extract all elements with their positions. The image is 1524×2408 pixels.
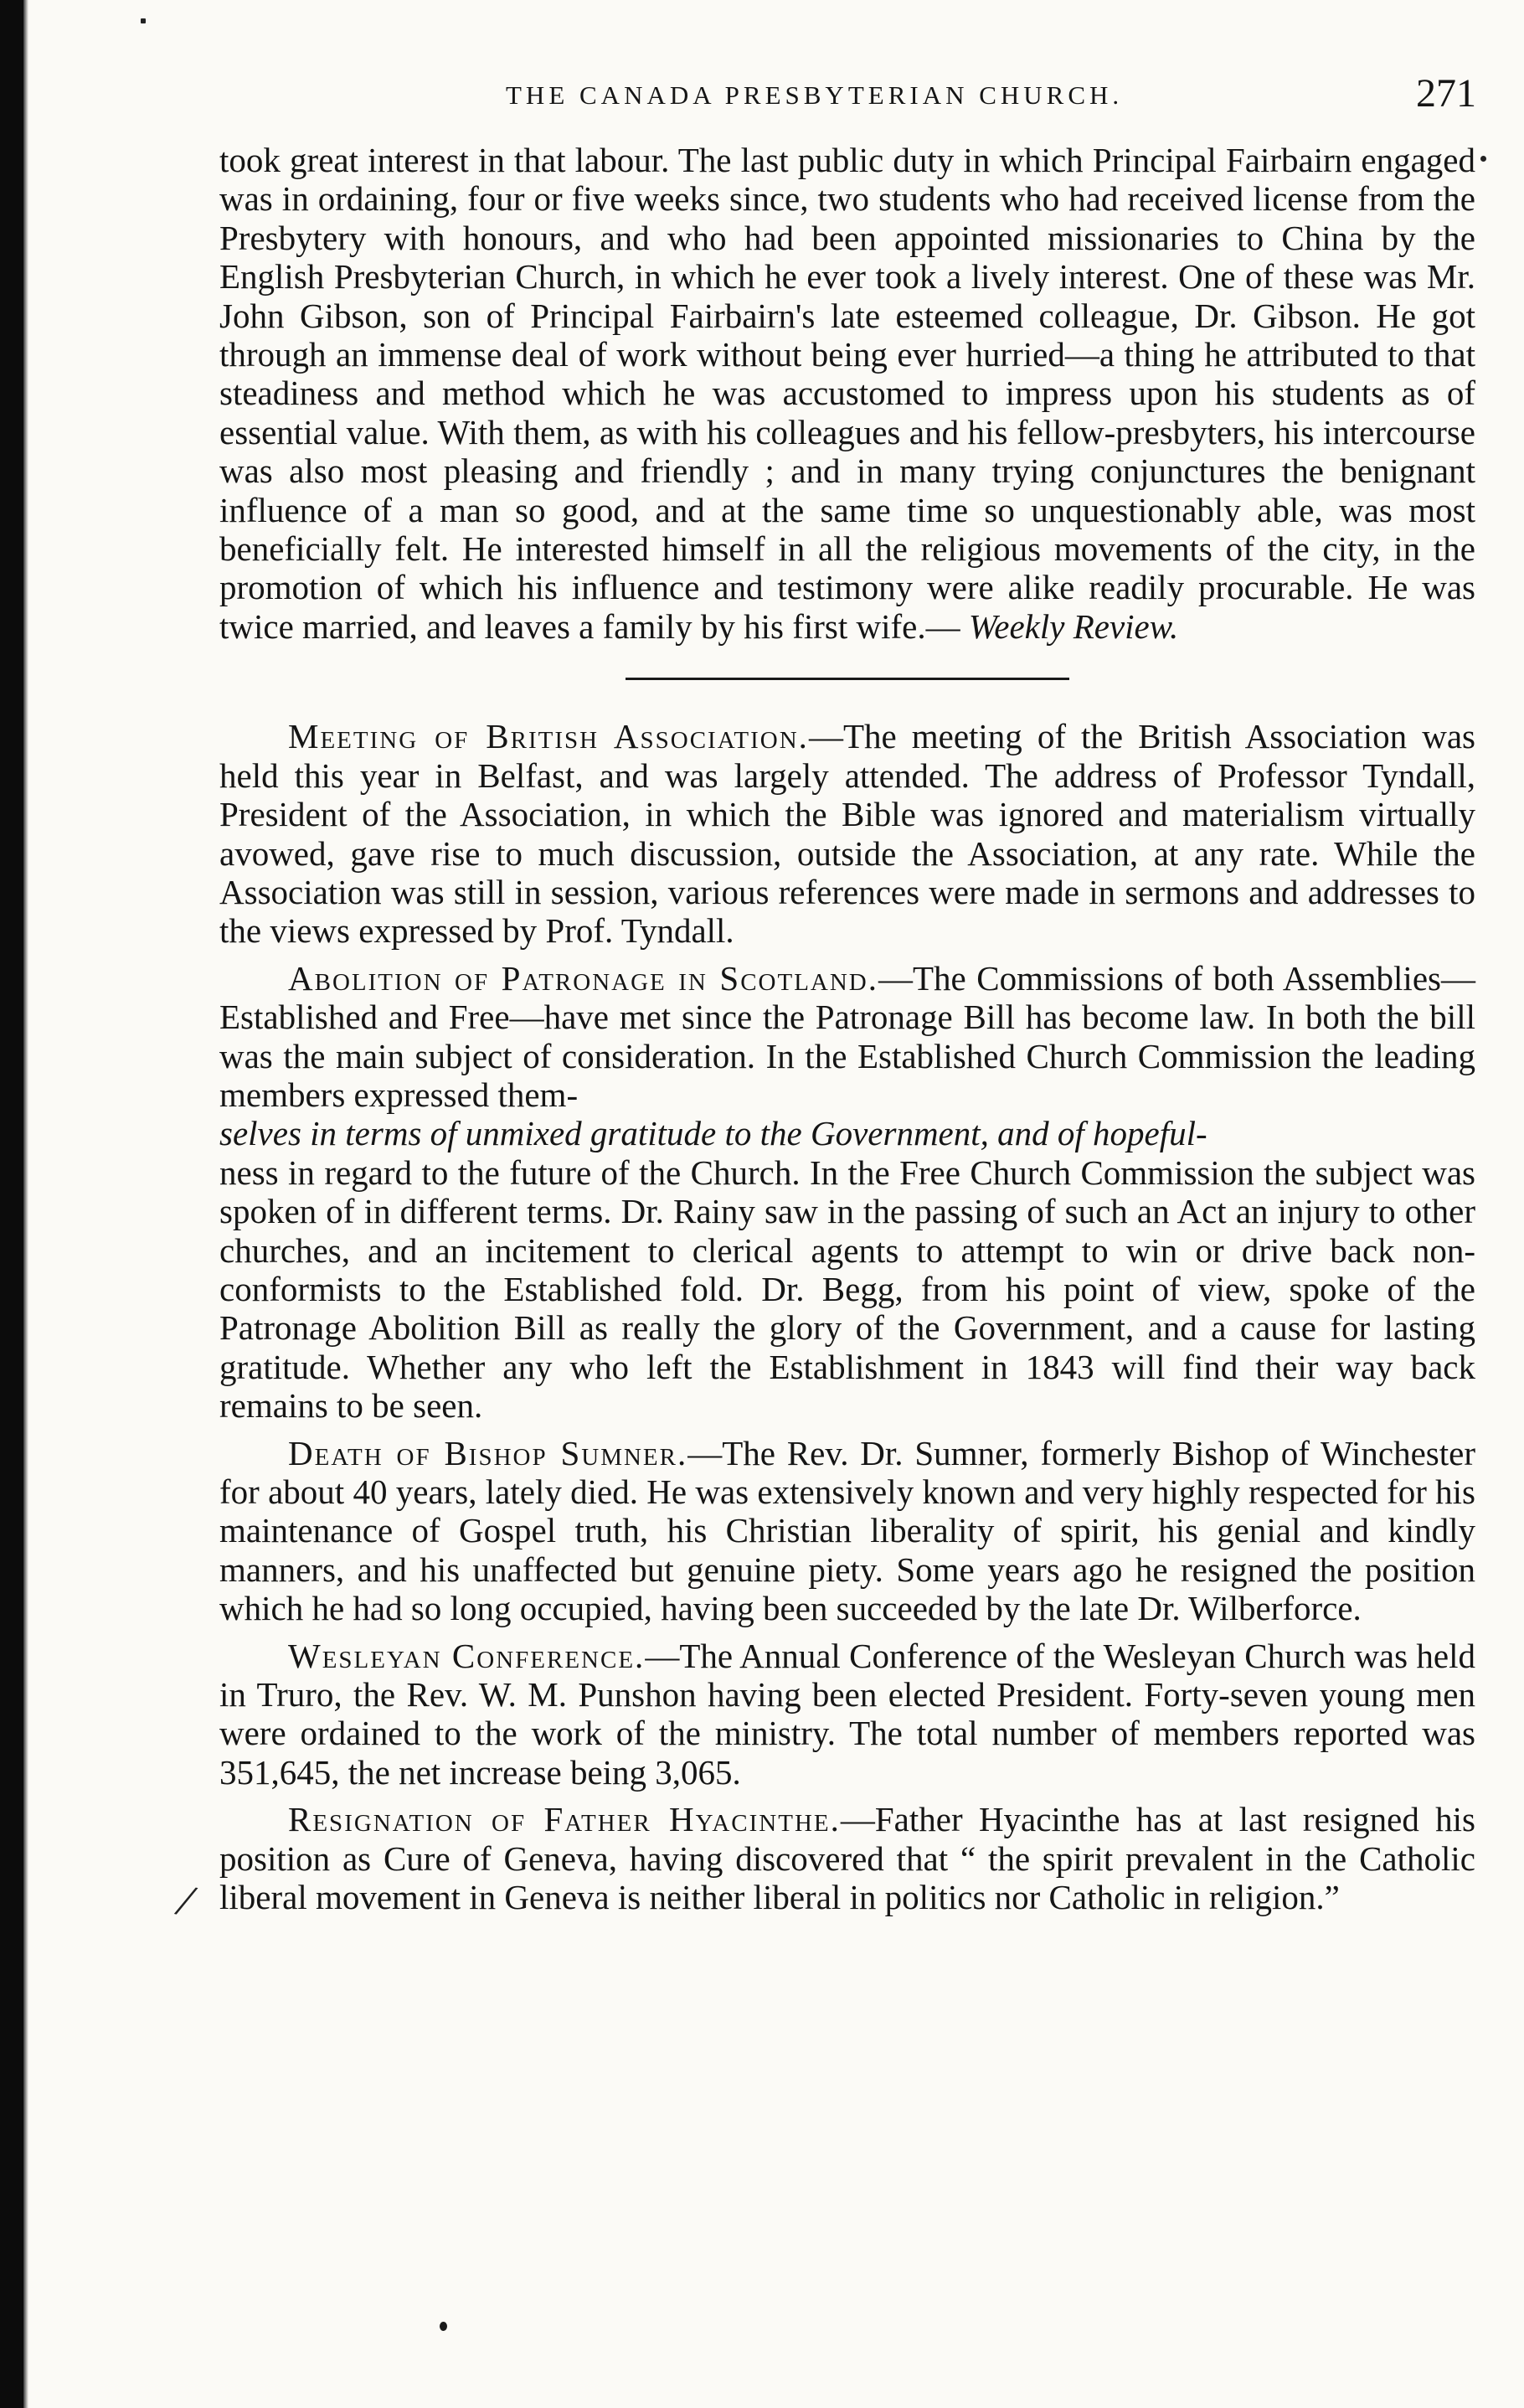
obituary-paragraph [219, 141, 1475, 646]
news-item-heading: Wesleyan Conference. [288, 1636, 646, 1675]
news-item-father-hyacinthe [219, 1800, 1475, 1916]
news-item-heading: Resignation of Father Hyacinthe. [288, 1800, 841, 1839]
page-body [219, 141, 1475, 1916]
news-item-heading: Death of Bishop Sumner. [288, 1433, 688, 1472]
news-item-text: —The meeting of the British Association was held this year in Belfast, and was largely attended. The address of Professor Tyndall, President of the Association, in which the Bible was ignored and materialism virtually avowed, gave rise to much discussion, outside the Association, at any rate. While the Association was still in session, various references were made in sermons and addresses to the views expressed by Prof. Tyndall. [219, 717, 1475, 951]
running-head: THE CANADA PRESBYTERIAN CHURCH. [506, 80, 1124, 110]
news-item-italic-text: selves in terms of unmixed gratitude to the Government, and of hopeful [219, 1114, 1197, 1153]
news-item-patronage: Abolition of Patronage in Scotland.—The Commissions of both Assemblies—Established and Free—have met since the Patronage Bill has become law. In both the bill was the main subject of consideration. In the Established Church Commission the leading members expressed them- selves in terms of unmixed gratitude to the Government, and of hopeful- ness in regard to the future of the Church. In the Free Church Commission the subject was spoken of in different terms. Dr. Rainy saw in the passing of such an Act an injury to other churches, and an incitement to clerical agents to attempt to win or drive back non-conformists to the Established fold. Dr. Begg, from his point of view, spoke of the Patronage Abolition Bill as really the glory of the Government, and a cause for lasting gratitude. Whether any who left the Establishment in 1843 will find their way back remains to be seen. [219, 958, 1475, 1426]
scan-speck [1480, 156, 1486, 162]
binding-spine [0, 0, 23, 2408]
news-item-text: ness in regard to the future of the Church. In the Free Church Commission the subject was spoken of in different terms. Dr. Rainy saw in the passing of such an Act an injury to other churches, and an incitement to clerical agents to attempt to win or drive back non-conformists to the Established fold. Dr. Begg, from his point of view, spoke of the Patronage Abolition Bill as really the glory of the Government, and a cause for lasting gratitude. Whether any who left the Establishment in 1843 will find their way back remains to be seen. [219, 1152, 1475, 1426]
binding-shadow [23, 0, 28, 2408]
news-item-text: —Father Hyacinthe has at last resigned his position as Cure of Geneva, having discovered that “ the spirit prevalent in the Catholic liberal movement in Geneva is neither liberal in politics nor Catholic in religion.” [219, 1800, 1475, 1917]
page-header [469, 71, 1486, 124]
news-item-heading: Meeting of British Association. [288, 717, 809, 756]
section-divider [626, 678, 1069, 680]
ink-dot [440, 2322, 447, 2331]
obituary-text: took great interest in that labour. The last public duty in which Principal Fairbairn engaged was in ordaining, four or five weeks since, two students who had received license from the Presbytery with honours, and who had been appointed missionaries to China by the English Presbyterian Church, in which he ever took a lively interest. One of these was Mr. John Gibson, son of Principal Fairbairn's late esteemed colleague, Dr. Gibson. He got through an immense deal of work without being ever hurried—a thing he attributed to that steadiness and method which he was accustomed to impress upon his students as of essential value. With them, as with his colleagues and his fellow-presbyters, his intercourse was also most pleasing and friendly ; and in many trying conjunctures the benignant influence of a man so good, and at the same time so unquestionably able, was most beneficially felt. He interested himself in all the religious movements of the city, in the promotion of which his influence and testimony were alike readily procurable. He was twice married, and leaves a family by his first wife.— [219, 141, 1475, 646]
news-item-heading: Abolition of Patronage in Scotland. [288, 958, 878, 998]
news-item-british-association [219, 717, 1475, 950]
news-item-text: —The Commissions of both Assemblies—Established and Free—have met since the Patronage Bill has become law. In both the bill was the main subject of consideration. In the Established Church Commission the leading members expressed them [219, 958, 1475, 1114]
page-number: 271 [1416, 71, 1476, 116]
scan-speck [141, 18, 146, 23]
news-item-text: —The Annual Conference of the Wesleyan Church was held in Truro, the Rev. W. M. Punshon having been elected President. Forty-seven young men were ordained to the work of the ministry. The total number of members reported was 351,645, the net increase being 3,065. [219, 1636, 1476, 1792]
news-item-bishop-sumner [219, 1434, 1475, 1628]
news-item-wesleyan-conference [219, 1637, 1475, 1792]
margin-mark: / [173, 1874, 198, 1926]
obituary-source: Weekly Review. [968, 606, 1179, 646]
news-item-text: —The Rev. Dr. Sumner, formerly Bishop of Winchester for about 40 years, lately died. He was extensively known and very highly respected for his maintenance of Gospel truth, his Christian liberality of spirit, his genial and kindly manners, and his unaffected but genuine piety. Some years ago he resigned the position which he had so long occupied, having been succeeded by the late Dr. Wilberforce. [219, 1433, 1475, 1628]
